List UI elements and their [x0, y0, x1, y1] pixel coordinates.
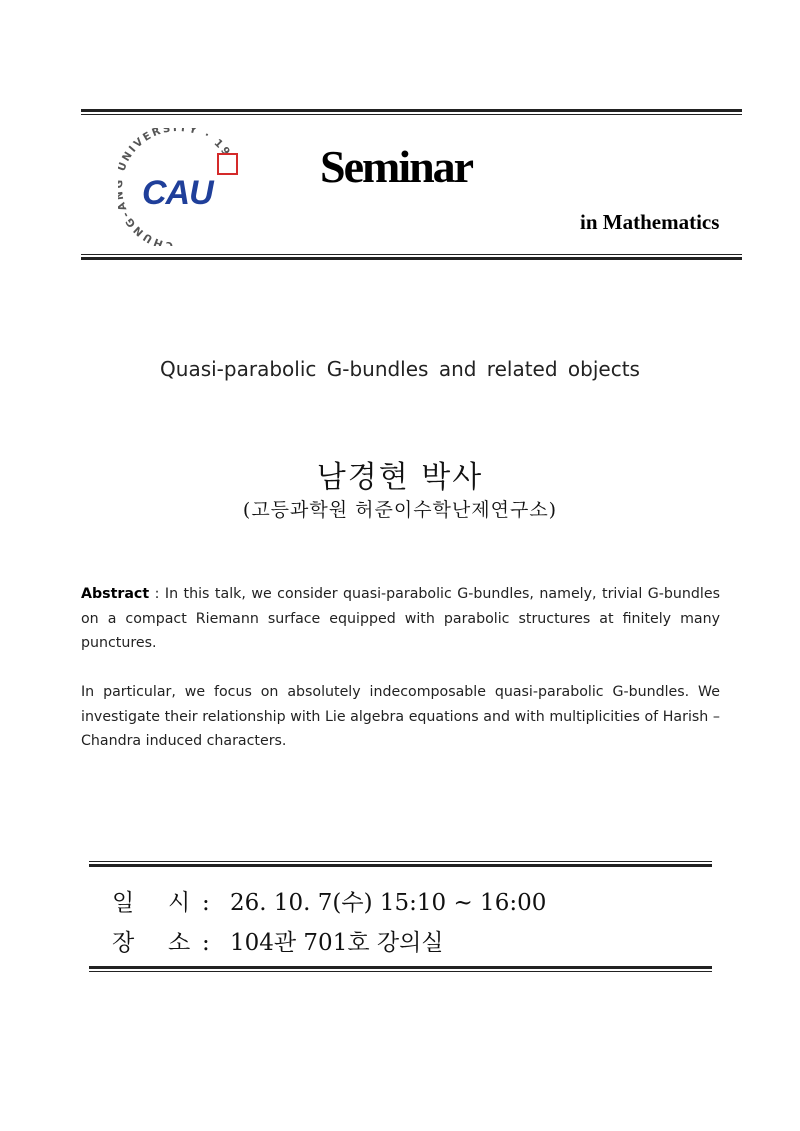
logo-text: CAU [142, 174, 213, 212]
seminar-title: Seminar [320, 141, 473, 192]
info-row-place [112, 924, 444, 957]
info-top-rule-thick [89, 864, 712, 867]
speaker-name: 남경현 박사 [316, 460, 484, 495]
place-label: 장 소 : [112, 930, 210, 956]
info-top-rule-thin [89, 861, 712, 862]
time-value: 26. 10. 7(수) 15:10 ~ 16:00 [230, 890, 547, 916]
logo-ring-text: CHUNG- NIVERSITY · 19 [118, 128, 234, 246]
abstract-separator: : [149, 586, 165, 602]
university-logo [118, 128, 248, 246]
info-bottom-rule-thick [89, 966, 712, 969]
seminar-subtitle: in Mathematics [580, 210, 720, 234]
abstract-label: Abstract [81, 586, 150, 602]
abstract-paragraph-2: In particular, we focus on absolutely indecomposable quasi-parabolic G-bundles. We investigate their relationship with Lie algebra equations and with multiplicities of Harish –Chandra induced characters. [81, 684, 720, 749]
speaker-affiliation: (고등과학원 허준이수학난제연구소) [242, 499, 558, 521]
info-row-time [112, 884, 546, 917]
time-label: 일 시 : [112, 890, 210, 916]
abstract-paragraph-1 [81, 582, 720, 656]
place-value: 104관 701호 강의실 [230, 930, 444, 956]
header-top-rule-thick [81, 109, 742, 112]
header-top-rule-thin [81, 114, 742, 115]
info-bottom-rule-thin [89, 971, 712, 972]
abstract-text-1: In this talk, we consider quasi-parabolic G-bundles, namely, trivial G-bundles on a compact Riemann surface equipped with parabolic structures at finitely many punctures. [81, 586, 720, 651]
talk-title: Quasi-parabolic G-bundles and related objects [160, 357, 640, 381]
header-bottom-rule-thick [81, 257, 742, 260]
header-bottom-rule-thin [81, 254, 742, 255]
